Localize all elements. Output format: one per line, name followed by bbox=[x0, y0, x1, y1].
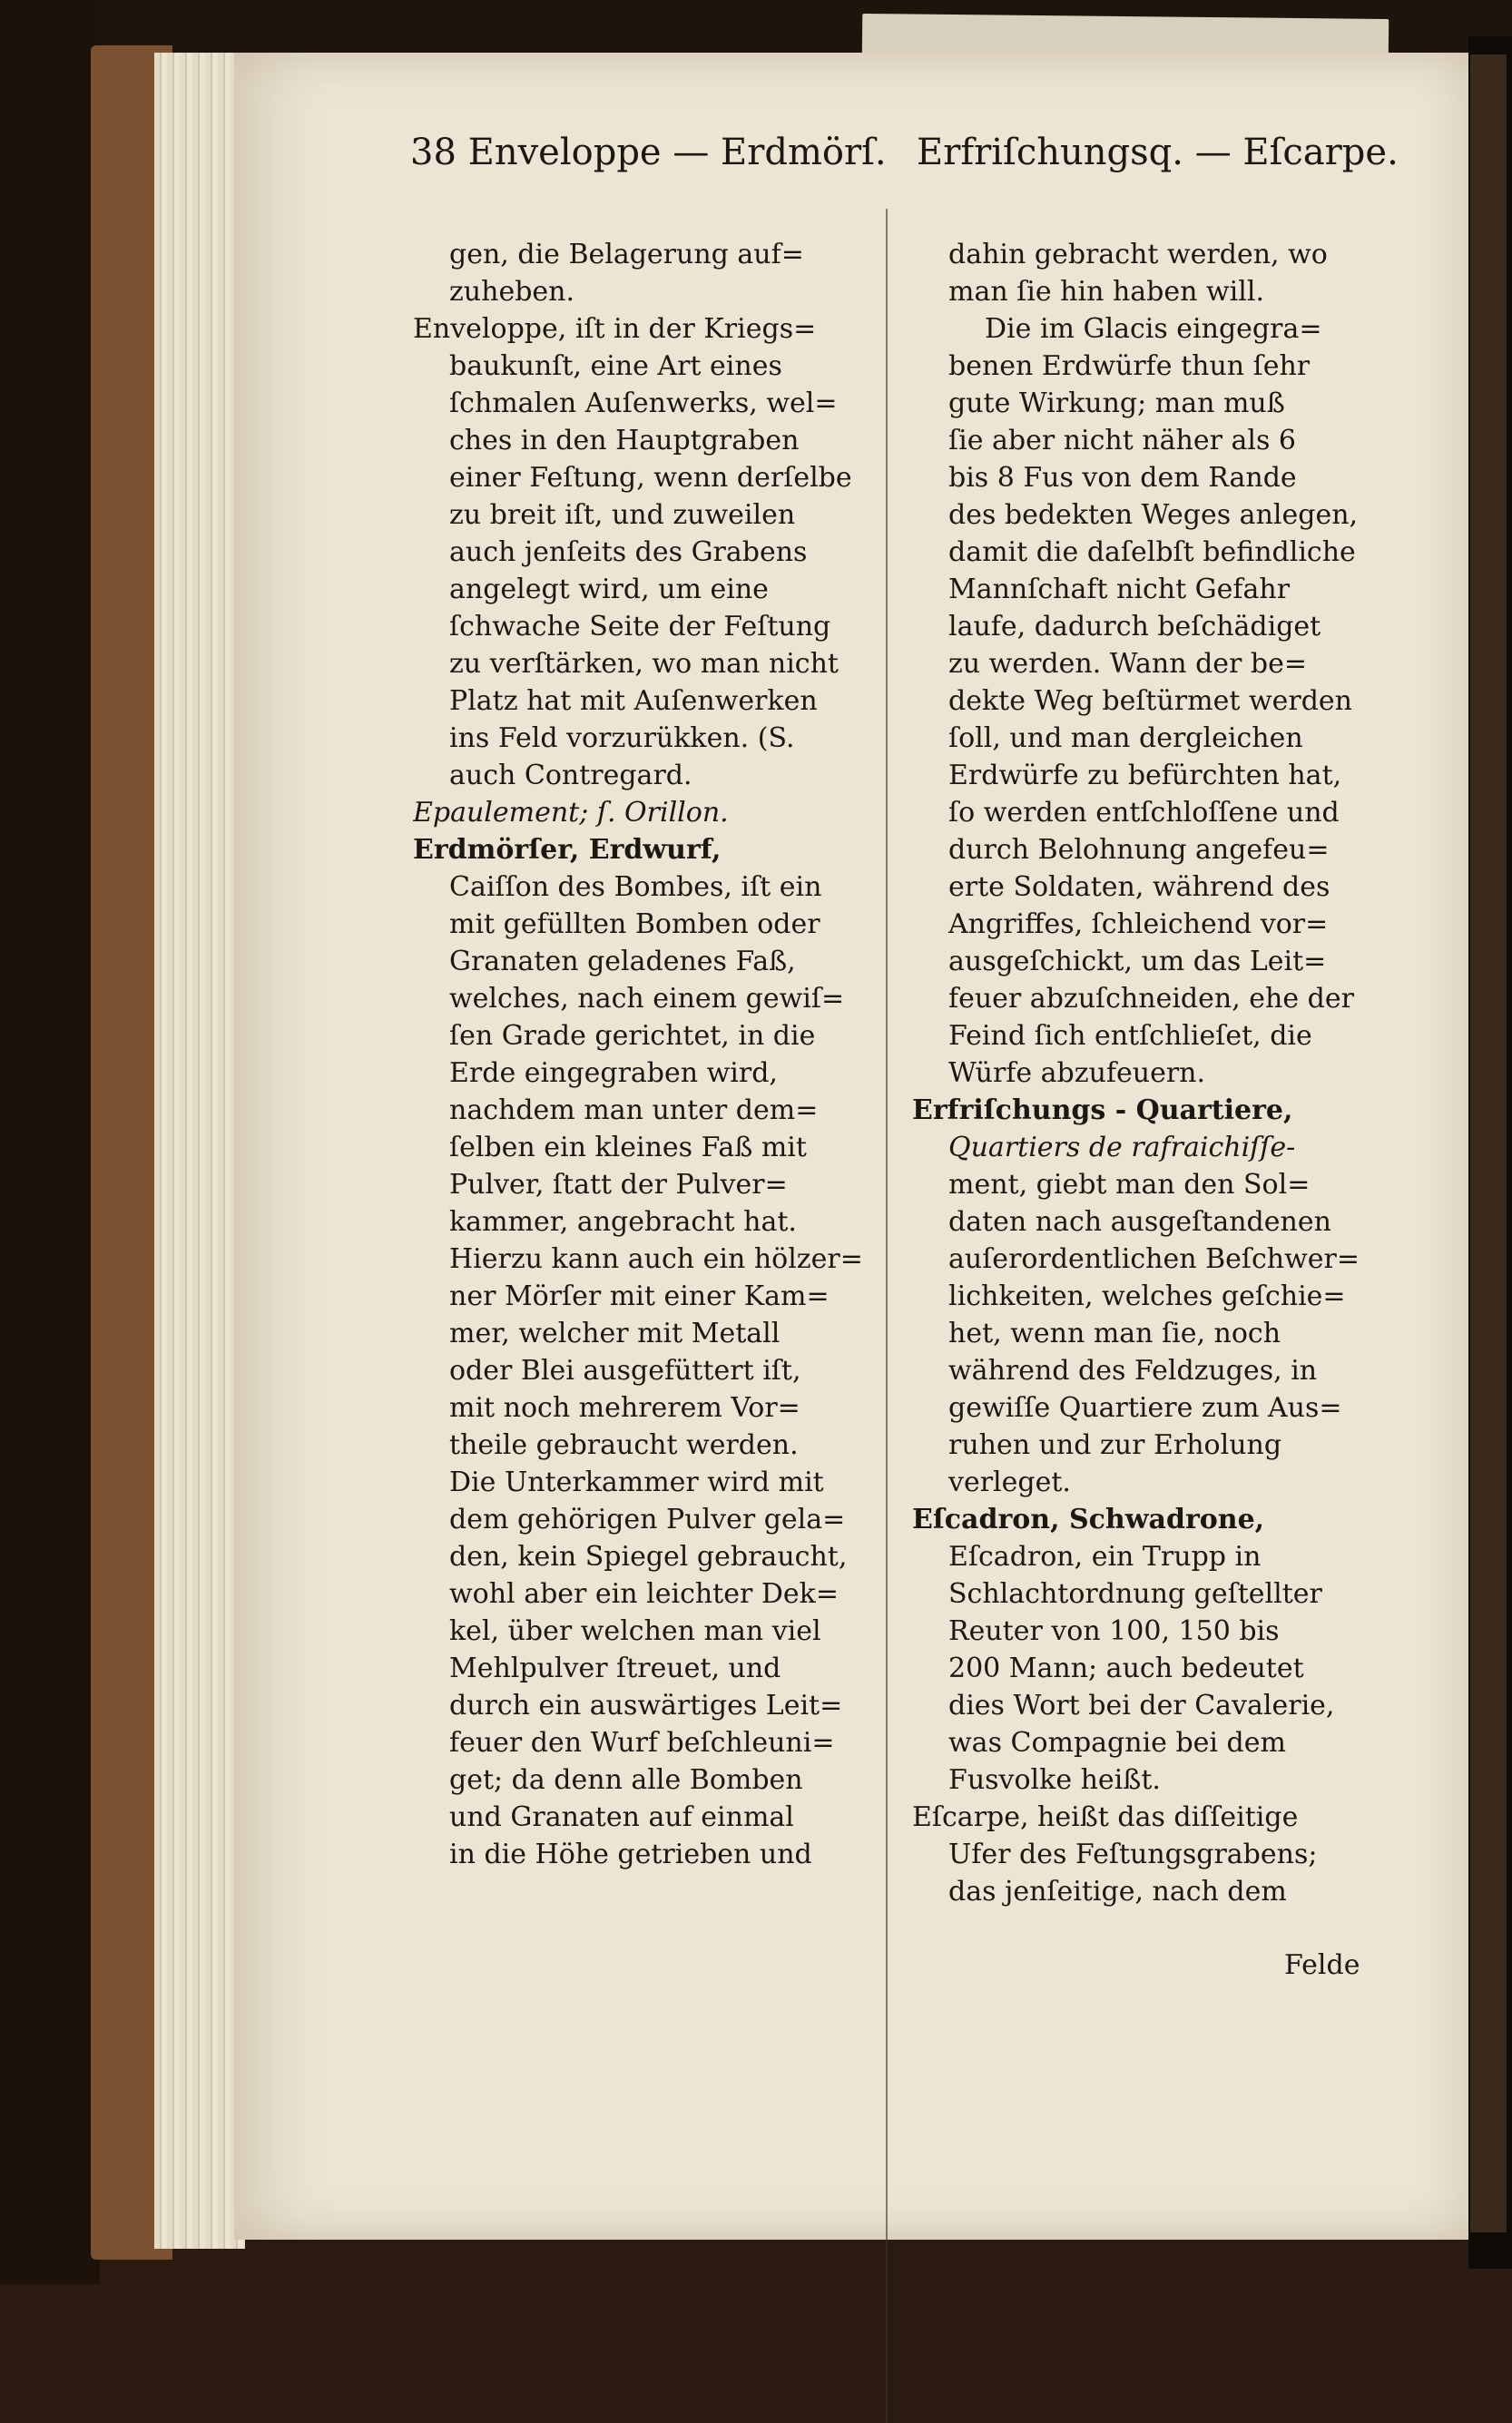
text-line: dahin gebracht werden, wo bbox=[948, 239, 1328, 270]
text-line: Erde eingegraben wird, bbox=[449, 1057, 778, 1089]
catchword: Felde bbox=[1284, 1949, 1360, 1981]
text-line: dekte Weg beſtürmet werden bbox=[948, 685, 1352, 717]
text-line: wohl aber ein leichter Dek= bbox=[449, 1578, 839, 1610]
text-line: und Granaten auf einmal bbox=[449, 1801, 794, 1833]
text-line: Ufer des Feſtungsgrabens; bbox=[948, 1839, 1318, 1870]
text-line: ſen Grade gerichtet, in die bbox=[449, 1020, 816, 1052]
text-line: baukunſt, eine Art eines bbox=[449, 350, 782, 382]
text-line: dies Wort bei der Cavalerie, bbox=[948, 1690, 1335, 1722]
text-line: ſo werden entſchloſſene und bbox=[948, 797, 1340, 829]
text-line: in die Höhe getrieben und bbox=[449, 1839, 812, 1870]
text-line: 200 Mann; auch bedeutet bbox=[948, 1653, 1304, 1684]
text-line: Enveloppe, iſt in der Kriegs= bbox=[413, 313, 817, 345]
text-line: nachdem man unter dem= bbox=[449, 1094, 819, 1126]
text-line: feuer abzuſchneiden, ehe der bbox=[948, 983, 1354, 1015]
text-line: dem gehörigen Pulver gela= bbox=[449, 1504, 846, 1535]
text-line: Reuter von 100, 150 bis bbox=[948, 1615, 1280, 1647]
text-line: gen, die Belagerung auf= bbox=[449, 239, 804, 270]
text-line: Caiſſon des Bombes, iſt ein bbox=[449, 871, 822, 903]
text-line: des bedekten Weges anlegen, bbox=[948, 499, 1359, 531]
text-line: Erdmörſer, Erdwurf, bbox=[413, 834, 722, 866]
text-line: Feind ſich entſchlieſet, die bbox=[948, 1020, 1312, 1052]
text-line: ner Mörſer mit einer Kam= bbox=[449, 1280, 830, 1312]
text-line: kel, über welchen man viel bbox=[449, 1615, 821, 1647]
text-line: zu breit iſt, und zuweilen bbox=[449, 499, 796, 531]
text-line: zu verſtärken, wo man nicht bbox=[449, 648, 839, 680]
text-line: auch Contregard. bbox=[449, 760, 692, 791]
column-divider bbox=[886, 209, 888, 2423]
text-line: Erdwürfe zu befürchten hat, bbox=[948, 760, 1342, 791]
text-line: während des Feldzuges, in bbox=[948, 1355, 1318, 1387]
text-line: Fusvolke heißt. bbox=[948, 1764, 1161, 1796]
text-line: benen Erdwürfe thun ſehr bbox=[948, 350, 1311, 382]
text-line: Eſcadron, Schwadrone, bbox=[912, 1504, 1265, 1535]
text-line: Die Unterkammer wird mit bbox=[449, 1467, 824, 1498]
text-line: zu werden. Wann der be= bbox=[948, 648, 1308, 680]
page-leaves bbox=[154, 53, 245, 2249]
text-line: kammer, angebracht hat. bbox=[449, 1206, 797, 1238]
text-line: Platz hat mit Auſenwerken bbox=[449, 685, 818, 717]
text-line: ment, giebt man den Sol= bbox=[948, 1169, 1311, 1201]
text-line: ſchwache Seite der Feſtung bbox=[449, 611, 831, 643]
running-header-left: 38 Enveloppe — Erdmörſ. bbox=[410, 132, 887, 173]
text-line: Granaten geladenes Faß, bbox=[449, 946, 796, 977]
text-line: welches, nach einem gewiſ= bbox=[449, 983, 845, 1015]
text-line: Würfe abzufeuern. bbox=[948, 1057, 1206, 1089]
book-cover-left bbox=[0, 0, 100, 2284]
text-line: Erfriſchungs - Quartiere, bbox=[912, 1094, 1293, 1126]
text-line: das jenſeitige, nach dem bbox=[948, 1876, 1287, 1908]
text-line: daten nach ausgeſtandenen bbox=[948, 1206, 1331, 1238]
text-line: ruhen und zur Erholung bbox=[948, 1429, 1282, 1461]
text-line: feuer den Wurf beſchleuni= bbox=[449, 1727, 835, 1759]
text-line: ches in den Hauptgraben bbox=[449, 425, 800, 456]
text-line: mit gefüllten Bomben oder bbox=[449, 908, 820, 940]
text-line: ins Feld vorzurükken. (S. bbox=[449, 722, 795, 754]
text-line: theile gebraucht werden. bbox=[449, 1429, 799, 1461]
text-line: Epaulement; ſ. Orillon. bbox=[413, 797, 729, 829]
text-line: Quartiers de rafraichiſſe- bbox=[948, 1132, 1296, 1163]
right-column bbox=[912, 236, 1384, 1910]
text-line: ſie aber nicht näher als 6 bbox=[948, 425, 1296, 456]
text-line: mit noch mehrerem Vor= bbox=[449, 1392, 800, 1424]
text-line: Eſcadron, ein Trupp in bbox=[948, 1541, 1262, 1573]
text-line: gewiſſe Quartiere zum Aus= bbox=[948, 1392, 1342, 1424]
text-line: lichkeiten, welches geſchie= bbox=[948, 1280, 1346, 1312]
text-line: ausgeſchickt, um das Leit= bbox=[948, 946, 1327, 977]
next-page-sliver bbox=[1470, 54, 1507, 2232]
text-line: erte Soldaten, während des bbox=[948, 871, 1330, 903]
text-line: durch ein auswärtiges Leit= bbox=[449, 1690, 843, 1722]
text-line: Hierzu kann auch ein hölzer= bbox=[449, 1243, 863, 1275]
text-line: Die im Glacis eingegra= bbox=[985, 313, 1322, 345]
running-header-right: Erfriſchungsq. — Eſcarpe. bbox=[917, 132, 1399, 173]
text-line: auch jenſeits des Grabens bbox=[449, 536, 808, 568]
text-line: Schlachtordnung geſtellter bbox=[948, 1578, 1322, 1610]
text-line: oder Blei ausgefüttert iſt, bbox=[449, 1355, 801, 1387]
text-line: Pulver, ſtatt der Pulver= bbox=[449, 1169, 788, 1201]
text-line: gute Wirkung; man muß bbox=[948, 387, 1285, 419]
text-line: auſerordentlichen Beſchwer= bbox=[948, 1243, 1360, 1275]
text-line: ſelben ein kleines Faß mit bbox=[449, 1132, 807, 1163]
text-line: zuheben. bbox=[449, 276, 575, 308]
left-column bbox=[413, 236, 885, 1873]
text-line: was Compagnie bei dem bbox=[948, 1727, 1286, 1759]
text-line: het, wenn man ſie, noch bbox=[948, 1318, 1281, 1349]
text-line: angelegt wird, um eine bbox=[449, 574, 769, 605]
text-line: mer, welcher mit Metall bbox=[449, 1318, 781, 1349]
text-line: Mehlpulver ſtreuet, und bbox=[449, 1653, 781, 1684]
text-line: Angriffes, ſchleichend vor= bbox=[948, 908, 1329, 940]
text-line: man ſie hin haben will. bbox=[948, 276, 1264, 308]
text-line: durch Belohnung angefeu= bbox=[948, 834, 1330, 866]
text-line: den, kein Spiegel gebraucht, bbox=[449, 1541, 848, 1573]
text-line: damit die daſelbſt befindliche bbox=[948, 536, 1356, 568]
text-line: laufe, dadurch beſchädiget bbox=[948, 611, 1321, 643]
text-line: ſoll, und man dergleichen bbox=[948, 722, 1303, 754]
text-line: verleget. bbox=[948, 1467, 1071, 1498]
text-line: Eſcarpe, heißt das diſſeitige bbox=[912, 1801, 1299, 1833]
text-line: Mannſchaft nicht Gefahr bbox=[948, 574, 1291, 605]
text-line: bis 8 Fus von dem Rande bbox=[948, 462, 1297, 494]
text-line: einer Feſtung, wenn derſelbe bbox=[449, 462, 852, 494]
text-line: ſchmalen Auſenwerks, wel= bbox=[449, 387, 838, 419]
text-line: get; da denn alle Bomben bbox=[449, 1764, 803, 1796]
